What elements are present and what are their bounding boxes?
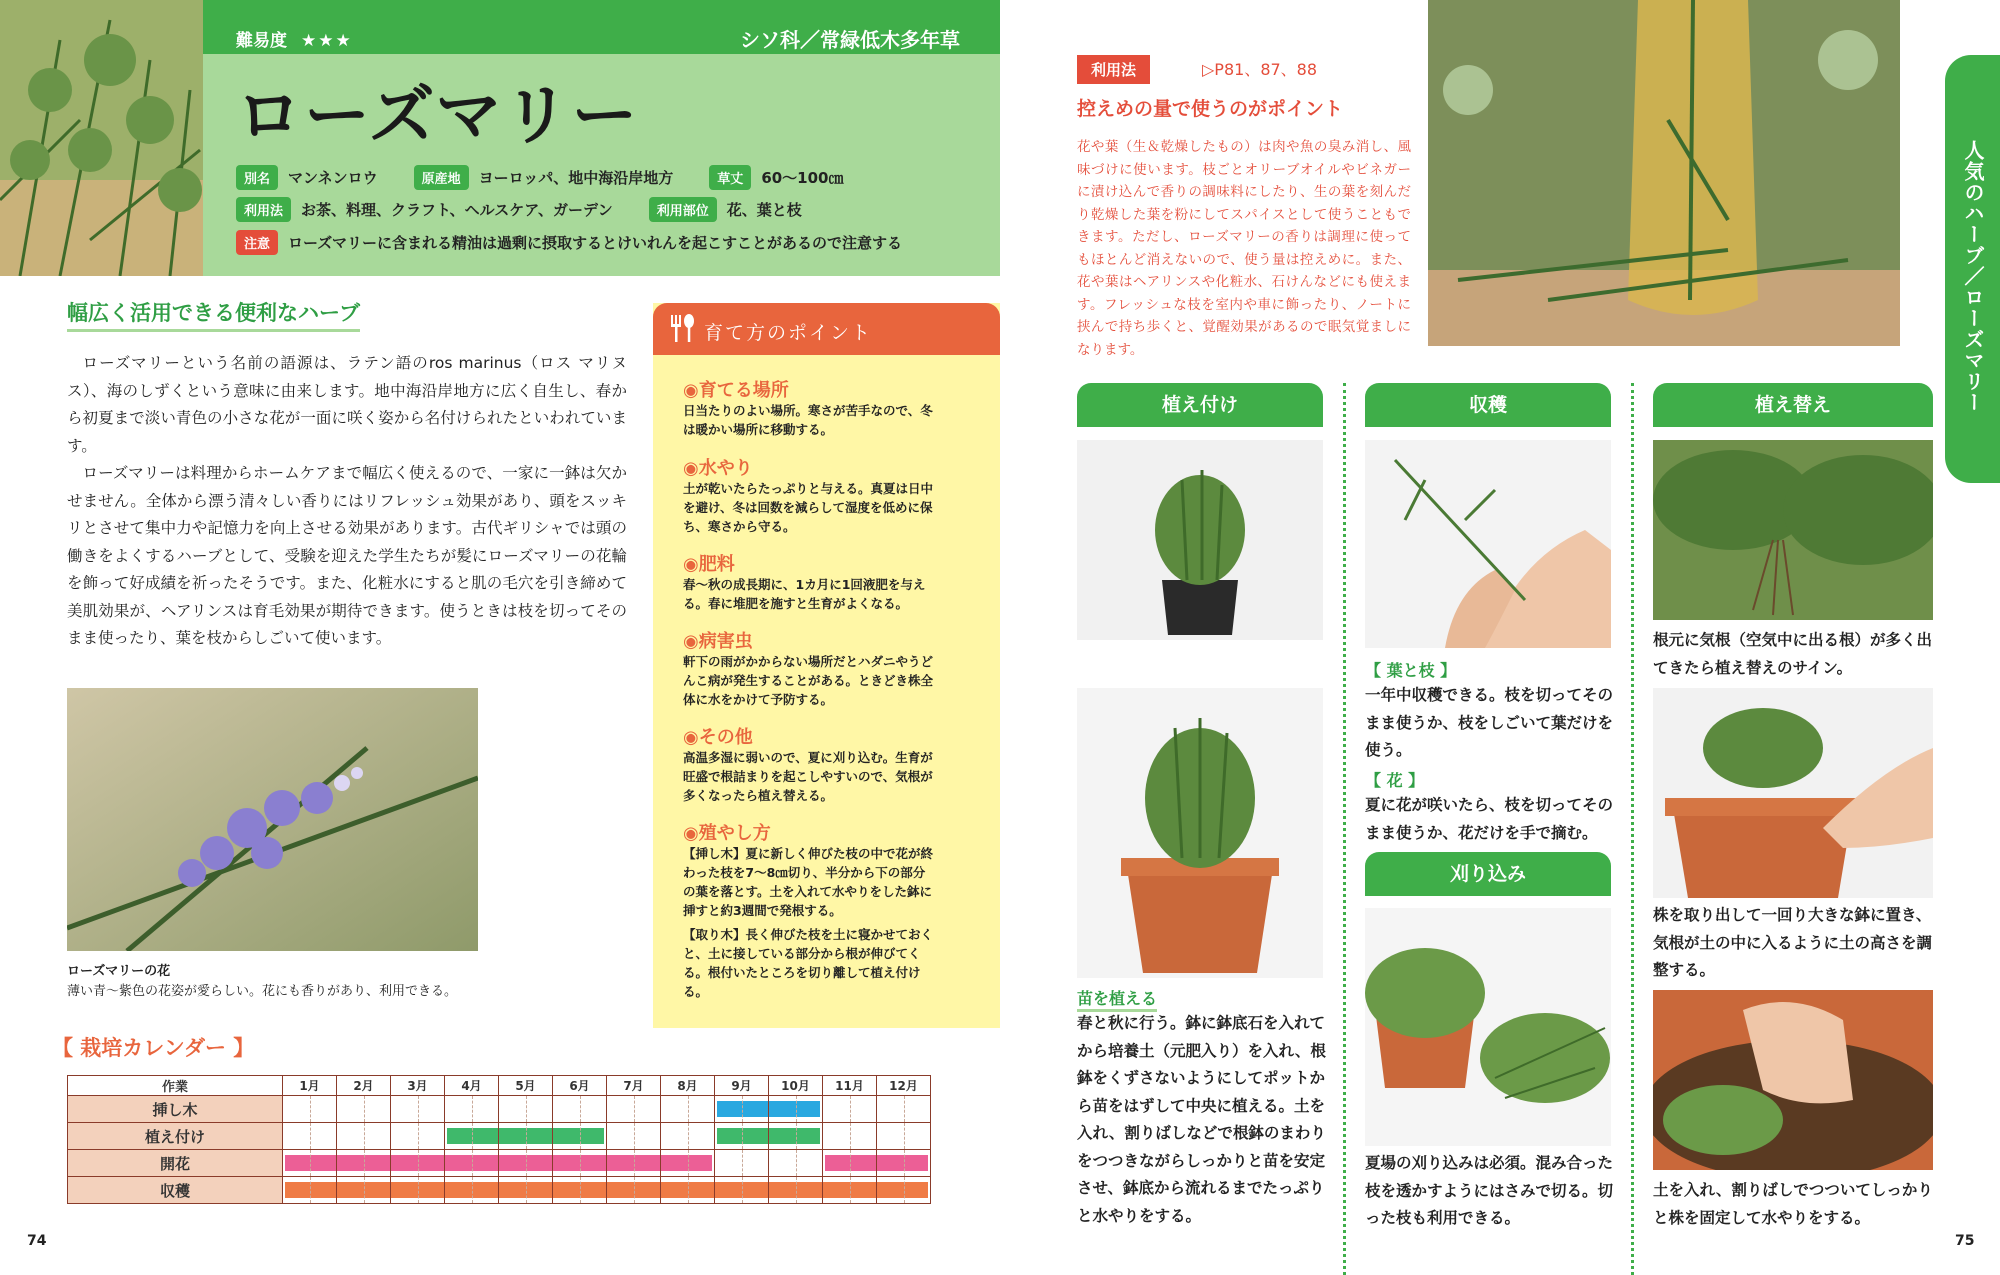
calendar-cell (391, 1096, 445, 1123)
harvest-subhead-flowers: 【 花 】 (1365, 771, 1425, 790)
tab-planting: 植え付け (1077, 383, 1323, 427)
photo-caption-text: 薄い青～紫色の花姿が愛らしい。花にも香りがあり、利用できる。 (67, 984, 458, 999)
calendar-period-bar (877, 1155, 928, 1171)
calendar-row (68, 1150, 931, 1177)
calendar-period-bar (607, 1182, 660, 1198)
usage-page-ref: ▷P81、87、88 (1202, 60, 1318, 79)
info-row-1 (236, 165, 870, 190)
calendar-cell (553, 1150, 607, 1177)
tab-repotting: 植え替え (1653, 383, 1933, 427)
page-number-left: 74 (27, 1233, 47, 1249)
plant-family: シソ科／常緑低木多年草 (740, 28, 960, 52)
repot-hands-photo (1653, 688, 1933, 898)
month-header: 2月 (337, 1076, 391, 1096)
intro-paragraph-1: ローズマリーという名前の語源は、ラテン語のros marinus（ロス マリヌス）、海のしずくという意味に由来します。地中海沿岸地方に広く自生し、春から初夏まで淡い青色の小さな花が一面に咲く姿から名付けられたといわれています。 (67, 354, 627, 455)
difficulty (236, 26, 353, 51)
calendar-cell (283, 1123, 337, 1150)
month-header: 5月 (499, 1076, 553, 1096)
calendar-row-label: 収穫 (68, 1177, 283, 1204)
repot-text-fix: 土を入れ、割りばしでつついてしっかりと株を固定して水やりをする。 (1653, 1181, 1933, 1227)
calendar-cell (661, 1123, 715, 1150)
calendar-title: 【 栽培カレンダー 】 (52, 1036, 255, 1060)
calendar-cell (769, 1150, 823, 1177)
aerial-roots-photo (1653, 440, 1933, 620)
page-number-right: 75 (1955, 1233, 1975, 1249)
growing-points-title: 育て方のポイント (704, 322, 873, 344)
calendar-period-bar (445, 1155, 498, 1171)
info-row-caution (236, 230, 928, 255)
calendar-cell (661, 1177, 715, 1204)
calendar-period-bar (285, 1155, 336, 1171)
month-header: 7月 (607, 1076, 661, 1096)
calendar-cell (769, 1096, 823, 1123)
calendar-cell (553, 1177, 607, 1204)
month-header: 11月 (823, 1076, 877, 1096)
calendar-cell (391, 1177, 445, 1204)
point-text-pests: 軒下の雨がかからない場所だとハダニやうどんこ病が発生することがある。ときどき株全体に水をかけて予防する。 (683, 654, 934, 707)
calendar-cell (607, 1150, 661, 1177)
calendar-cell (607, 1123, 661, 1150)
calendar-cell (823, 1177, 877, 1204)
calendar-period-bar (715, 1182, 768, 1198)
calendar-cell (607, 1177, 661, 1204)
page-title: ローズマリー (236, 77, 640, 154)
repot-text-sign: 根元に気根（空気中に出る根）が多く出てきたら植え替えのサイン。 (1653, 631, 1933, 677)
usage-headline: 控えめの量で使うのがポイント (1077, 98, 1344, 120)
point-text-fertilizer: 春～秋の成長期に、1カ月に1回液肥を与える。春に堆肥を施すと生育がよくなる。 (683, 577, 926, 611)
point-title-pests: ◉病害虫 (683, 631, 753, 652)
point-title-propagation: ◉殖やし方 (683, 823, 771, 844)
pruning-photo (1365, 908, 1611, 1146)
calendar-cell (337, 1177, 391, 1204)
rosemary-flower-photo (67, 688, 478, 951)
calendar-cell (553, 1123, 607, 1150)
month-header: 9月 (715, 1076, 769, 1096)
calendar-cell (607, 1096, 661, 1123)
repot-fill-soil-photo (1653, 990, 1933, 1170)
calendar-period-bar (717, 1101, 768, 1117)
calendar-row-label: 開花 (68, 1150, 283, 1177)
calendar-period-bar (337, 1182, 390, 1198)
usage-tag: 利用法 (1077, 55, 1150, 84)
calendar-row-label: 挿し木 (68, 1096, 283, 1123)
calendar-cell (445, 1150, 499, 1177)
calendar-cell (445, 1177, 499, 1204)
column-divider (1343, 383, 1346, 1275)
tag-height: 草丈 (709, 165, 751, 190)
calendar-cell (283, 1150, 337, 1177)
calendar-period-bar (447, 1128, 498, 1144)
tag-usage: 利用法 (236, 197, 291, 222)
month-header: 4月 (445, 1076, 499, 1096)
calendar-body (68, 1096, 931, 1204)
tag-parts: 利用部位 (649, 197, 717, 222)
calendar-period-bar (769, 1182, 822, 1198)
month-header: 10月 (769, 1076, 823, 1096)
repot-text-place: 株を取り出して一回り大きな鉢に置き、気根が土の中に入るように土の高さを調整する。 (1653, 906, 1933, 979)
intro-body (67, 350, 627, 653)
calendar-period-bar (553, 1128, 604, 1144)
calendar-cell (715, 1096, 769, 1123)
calendar-period-bar (607, 1155, 660, 1171)
calendar-cell (391, 1150, 445, 1177)
calendar-period-bar (337, 1155, 390, 1171)
calendar-cell (877, 1177, 931, 1204)
calendar-row (68, 1096, 931, 1123)
calendar-period-bar (499, 1128, 552, 1144)
calendar-cell (661, 1150, 715, 1177)
calendar-period-bar (717, 1128, 768, 1144)
terracotta-planted-photo (1077, 688, 1323, 978)
harvest-text-flowers: 夏に花が咲いたら、枝を切ってそのまま使うか、花だけを手で摘む。 (1365, 796, 1614, 842)
calendar-cell (715, 1123, 769, 1150)
month-header: 12月 (877, 1076, 931, 1096)
calendar-cell (499, 1177, 553, 1204)
calendar-cell (823, 1150, 877, 1177)
usage-value: お茶、料理、クラフト、ヘルスケア、ガーデン (301, 201, 613, 219)
calendar-header-row (68, 1076, 931, 1096)
point-title-watering: ◉水やり (683, 458, 753, 479)
fork-spoon-icon (668, 313, 696, 343)
month-header: 6月 (553, 1076, 607, 1096)
calendar-cell (337, 1123, 391, 1150)
month-header: 1月 (283, 1076, 337, 1096)
planting-text: 春と秋に行う。鉢に鉢底石を入れてから培養土（元肥入り）を入れ、根鉢をくずさないようにしてポットから苗をはずして中央に植える。土を入れ、割りばしなどで根鉢のまわりをつつきながらしっかりと苗を安定させ、鉢底から流れるまでたっぷりと水やりをする。 (1077, 1014, 1326, 1225)
calendar-row-label: 植え付け (68, 1123, 283, 1150)
calendar-period-bar (825, 1155, 876, 1171)
calendar-cell (769, 1123, 823, 1150)
section-title: 幅広く活用できる便利なハーブ (67, 297, 360, 332)
month-header: 3月 (391, 1076, 445, 1096)
calendar-cell (337, 1096, 391, 1123)
calendar-cell (823, 1096, 877, 1123)
parts-value: 花、葉と枝 (726, 201, 802, 219)
intro-paragraph-2: ローズマリーは料理からホームケアまで幅広く使えるので、一家に一鉢は欠かせません。全体から漂う清々しい香りにはリフレッシュ効果があり、頭をスッキリとさせて集中力や記憶力を向上させる効果があります。古代ギリシャでは頭の働きをよくするハーブとして、受験を迎えた学生たちが髪にローズマリーの花輪を飾って好成績を祈ったそうです。また、化粧水にすると肌の毛穴を引き締めて美肌効果が、ヘアリンスは育毛効果が期待できます。使うときは枝を切ってそのまま使ったり、葉を枝からしごいて使います。 (67, 464, 627, 647)
tag-caution: 注意 (236, 230, 278, 255)
usage-text: 花や葉（生＆乾燥したもの）は肉や魚の臭み消し、風味づけに使います。枝ごとオリーブオイルやビネガーに漬け込んで香りの調味料にしたり、生の葉を刻んだり乾燥した葉を粉にしてスパイスとして使うこともできます。ただし、ローズマリーの香りは調理に使ってもほとんど消えないので、使う量は控えめに。また、花や葉はヘアリンスや化粧水、石けんなどにも使えます。フレッシュな枝を室内や車に飾ったり、ノートに挟んで持ち歩くと、覚醒効果があるので眠気覚ましになります。 (1077, 139, 1411, 358)
calendar-cell (769, 1177, 823, 1204)
point-text-watering: 土が乾いたらたっぷりと与える。真夏は日中を避け、冬は回数を減らして湿度を低めに保ち、寒さから守る。 (683, 481, 934, 534)
calendar-cell (445, 1096, 499, 1123)
calendar-period-bar (285, 1182, 336, 1198)
calendar-cell (499, 1150, 553, 1177)
calendar-row (68, 1177, 931, 1204)
calendar-period-bar (391, 1155, 444, 1171)
calendar-cell (337, 1150, 391, 1177)
planting-subhead: 苗を植える (1077, 986, 1157, 1012)
calendar-cell (391, 1123, 445, 1150)
calendar-period-bar (553, 1155, 606, 1171)
origin-value: ヨーロッパ、地中海沿岸地方 (478, 169, 674, 187)
info-row-2 (236, 197, 828, 222)
rosemary-plant-photo (0, 0, 203, 276)
calendar-cell (553, 1096, 607, 1123)
calendar-cell (499, 1096, 553, 1123)
tag-alias: 別名 (236, 165, 278, 190)
tab-harvest: 収穫 (1365, 383, 1611, 427)
month-header: 8月 (661, 1076, 715, 1096)
seedling-pot-photo (1077, 440, 1323, 640)
calendar-period-bar (499, 1155, 552, 1171)
calendar-period-bar (661, 1155, 712, 1171)
point-title-other: ◉その他 (683, 727, 753, 748)
calendar-cell (823, 1123, 877, 1150)
difficulty-label: 難易度 (236, 31, 287, 51)
column-divider (1631, 383, 1634, 1275)
rosemary-oil-photo (1428, 0, 1900, 346)
point-text-layering: 【取り木】長く伸びた枝を土に寝かせておくと、土に接している部分から根が伸びてくる。根付いたところを切り離して植え付ける。 (683, 927, 934, 999)
alias-value: マンネンロウ (288, 169, 378, 187)
difficulty-stars: ★★★ (301, 31, 353, 51)
tag-origin: 原産地 (414, 165, 469, 190)
calendar-period-bar (769, 1101, 820, 1117)
calendar-cell (877, 1150, 931, 1177)
harvest-hands-photo (1365, 440, 1611, 648)
calendar-cell (445, 1123, 499, 1150)
calendar-cell (877, 1123, 931, 1150)
calendar-cell (877, 1096, 931, 1123)
calendar-header-task: 作業 (68, 1076, 283, 1096)
calendar-cell (499, 1123, 553, 1150)
calendar-period-bar (553, 1182, 606, 1198)
point-text-location: 日当たりのよい場所。寒さが苦手なので、冬は暖かい場所に移動する。 (683, 403, 933, 437)
height-value: 60～100㎝ (761, 169, 844, 187)
calendar-period-bar (445, 1182, 498, 1198)
calendar-cell (283, 1096, 337, 1123)
caution-text: ローズマリーに含まれる精油は過剰に摂取するとけいれんを起こすことがあるので注意する (288, 234, 902, 252)
calendar-period-bar (823, 1182, 876, 1198)
calendar-row (68, 1123, 931, 1150)
calendar-period-bar (499, 1182, 552, 1198)
harvest-subhead-leaves: 【 葉と枝 】 (1365, 661, 1457, 680)
point-text-cuttings: 【挿し木】夏に新しく伸びた枝の中で花が終わった枝を7～8㎝切り、半分から下の部分の葉を落とす。土を入れて水やりをした鉢に挿すと約3週間で発根する。 (683, 846, 934, 918)
calendar-period-bar (877, 1182, 928, 1198)
calendar-cell (283, 1177, 337, 1204)
point-text-other: 高温多湿に弱いので、夏に刈り込む。生育が旺盛で根詰まりを起こしやすいので、気根が多くなったら植え替える。 (683, 750, 933, 803)
point-title-location: ◉育てる場所 (683, 380, 789, 401)
chapter-side-tab-label: 人気のハーブ／ローズマリー (1961, 140, 1985, 413)
calendar-cell (661, 1096, 715, 1123)
cultivation-calendar (67, 1075, 931, 1204)
calendar-cell (715, 1177, 769, 1204)
point-title-fertilizer: ◉肥料 (683, 554, 735, 575)
calendar-period-bar (769, 1128, 820, 1144)
harvest-text-leaves: 一年中収穫できる。枝を切ってそのまま使うか、枝をしごいて葉だけを使う。 (1365, 686, 1614, 759)
photo-caption-title: ローズマリーの花 (67, 964, 171, 979)
calendar-cell (715, 1150, 769, 1177)
calendar-period-bar (391, 1182, 444, 1198)
tab-pruning: 刈り込み (1365, 852, 1611, 896)
pruning-text: 夏場の刈り込みは必須。混み合った枝を透かすようにはさみで切る。切った枝も利用できる。 (1365, 1154, 1614, 1227)
calendar-period-bar (661, 1182, 714, 1198)
